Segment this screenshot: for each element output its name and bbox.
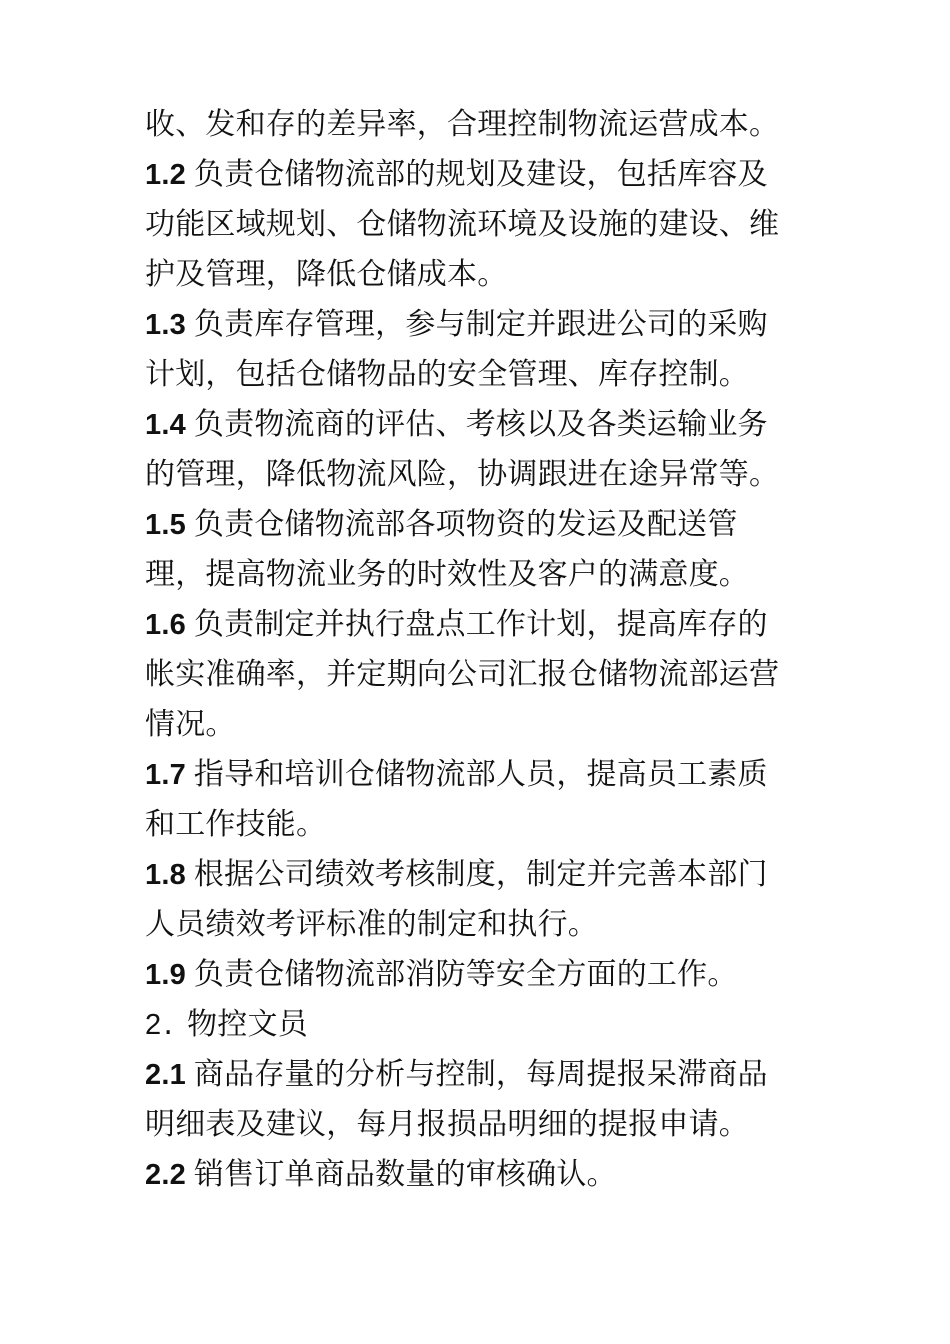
line-text: 功能区域规划、仓储物流环境及设施的建设、维 (145, 207, 780, 242)
line-text: 销售订单商品数量的审核确认。 (193, 1157, 617, 1192)
line-text: 负责仓储物流部的规划及建设，包括库容及 (193, 157, 768, 192)
line-text: 负责物流商的评估、考核以及各类运输业务 (193, 407, 768, 442)
list-item-1-4 (145, 400, 815, 450)
line-text: 计划，包括仓储物品的安全管理、库存控制。 (145, 357, 749, 392)
item-number: 1.5 (145, 509, 186, 541)
line-text: 情况。 (145, 707, 236, 742)
line-text: 帐实准确率，并定期向公司汇报仓储物流部运营 (145, 657, 780, 692)
item-number: 1.7 (145, 759, 186, 791)
text-line (145, 650, 815, 700)
section-number: 2 (145, 1009, 162, 1041)
list-item-1-9 (145, 950, 815, 1000)
item-number: 2.2 (145, 1159, 186, 1191)
line-text: 收、发和存的差异率，合理控制物流运营成本。 (145, 107, 780, 142)
list-item-1-2 (145, 150, 815, 200)
item-number: 2.1 (145, 1059, 186, 1091)
list-item-1-8 (145, 850, 815, 900)
section-heading (145, 1000, 815, 1050)
item-number: 1.3 (145, 309, 186, 341)
line-text: 和工作技能。 (145, 807, 327, 842)
section-title: 物控文员 (187, 1007, 308, 1042)
text-line (145, 350, 815, 400)
list-item-2-2 (145, 1150, 815, 1200)
text-line (145, 250, 815, 300)
text-line (145, 800, 815, 850)
line-text: 的管理，降低物流风险，协调跟进在途异常等。 (145, 457, 780, 492)
line-text: 护及管理，降低仓储成本。 (145, 257, 508, 292)
line-text: 理，提高物流业务的时效性及客户的满意度。 (145, 557, 749, 592)
line-text: 负责制定并执行盘点工作计划，提高库存的 (193, 607, 768, 642)
list-item-1-7 (145, 750, 815, 800)
item-number: 1.4 (145, 409, 186, 441)
line-text: 指导和培训仓储物流部人员，提高员工素质 (193, 757, 768, 792)
item-number: 1.2 (145, 159, 186, 191)
text-line (145, 900, 815, 950)
list-item-2-1 (145, 1050, 815, 1100)
line-text: 负责仓储物流部消防等安全方面的工作。 (193, 957, 738, 992)
line-text: 负责库存管理，参与制定并跟进公司的采购 (193, 307, 768, 342)
text-line (145, 100, 815, 150)
line-text: 负责仓储物流部各项物资的发运及配送管 (193, 507, 738, 542)
text-line (145, 200, 815, 250)
line-text: 商品存量的分析与控制，每周提报呆滞商品 (193, 1057, 768, 1092)
text-line (145, 450, 815, 500)
line-text: 明细表及建议，每月报损品明细的提报申请。 (145, 1107, 749, 1142)
item-number: 1.6 (145, 609, 186, 641)
line-text: 根据公司绩效考核制度，制定并完善本部门 (193, 857, 768, 892)
list-item-1-3 (145, 300, 815, 350)
text-line (145, 1100, 815, 1150)
item-number: 1.8 (145, 859, 186, 891)
text-line (145, 550, 815, 600)
list-item-1-5 (145, 500, 815, 550)
section-separator: . (163, 1007, 174, 1042)
line-text: 人员绩效考评标准的制定和执行。 (145, 907, 598, 942)
list-item-1-6 (145, 600, 815, 650)
document-body (145, 100, 815, 1200)
text-line (145, 700, 815, 750)
item-number: 1.9 (145, 959, 186, 991)
